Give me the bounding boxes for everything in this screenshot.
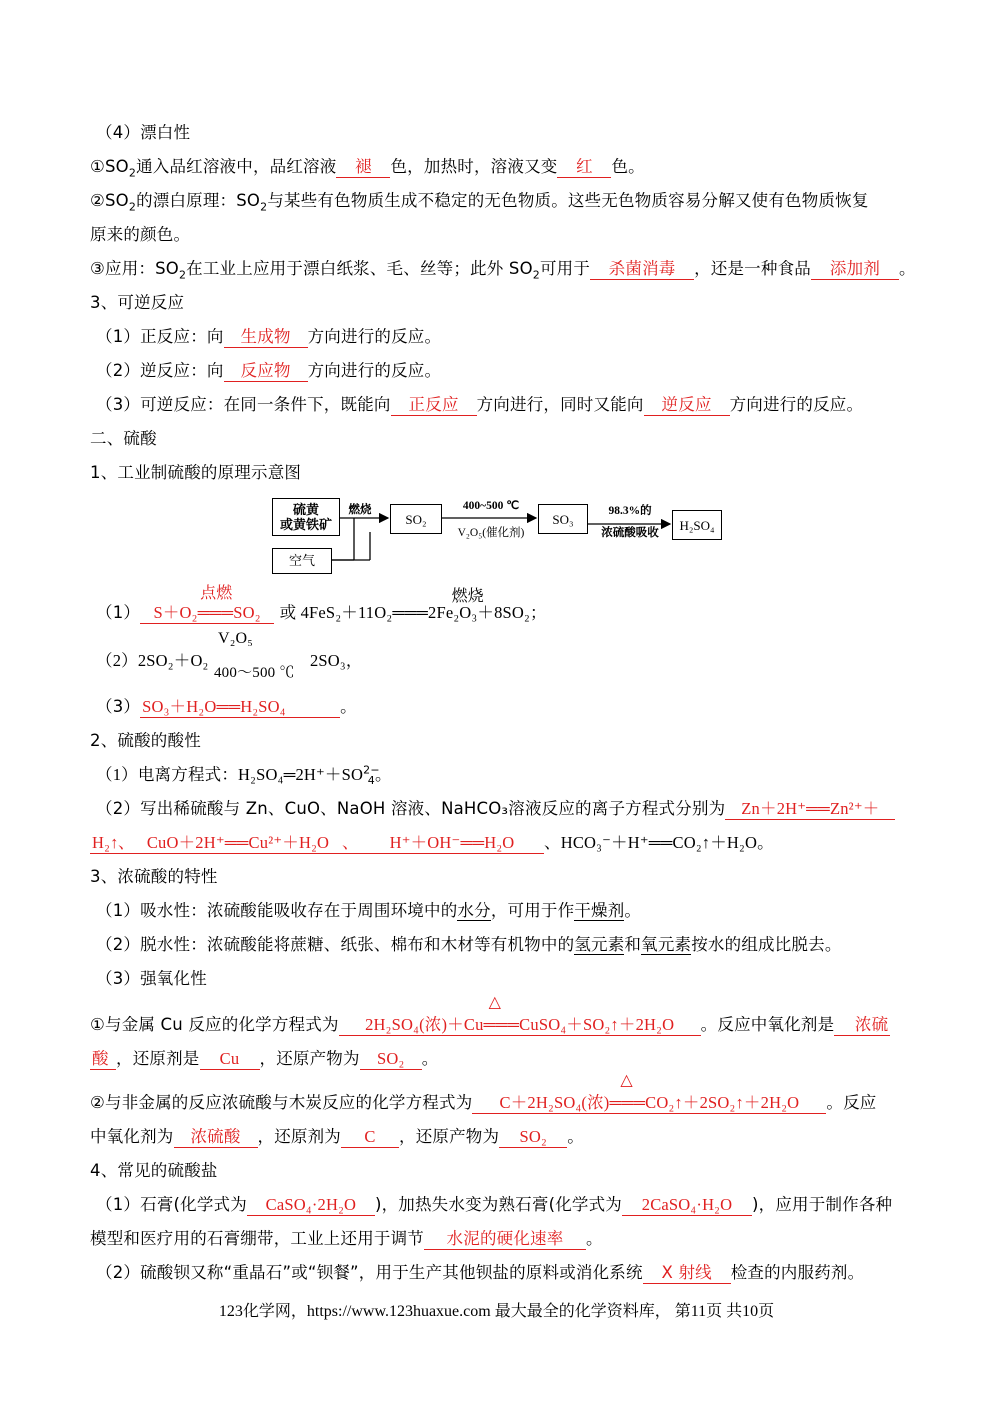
arrow-label-absorb: 浓硫酸吸收 [601,527,659,539]
heading-oxidizing: （3）强氧化性 [96,969,207,988]
para-cu-reaction: ①与金属 Cu 反应的化学方程式为 △ 2H₂SO₄(浓)＋Cu═══CuSO₄＋SO₂↑＋2H₂O 。反应中氧化剂是 浓硫 [90,994,889,1034]
arrow-label-temp: 400~500 ℃ [462,500,520,512]
answer-blank: H⁺＋OH⁻══H₂O [360,833,544,854]
para-reverse-reaction: （2）逆反应：向 反应物 方向进行的反应。 [96,361,442,380]
box-sulfur-source: 硫黄 或黄铁矿 [272,498,340,536]
answer-blank: Cu [200,1049,260,1070]
industrial-sulfuric-acid-diagram [270,496,722,576]
answer-blank: 水泥的硬化速率 [424,1229,586,1250]
answer-blank: 逆反应 [644,395,730,416]
para-carbon-reaction-cont: 中氧化剂为 浓硫酸 ，还原剂为 C ，还原产物为 SO₂ 。 [90,1127,584,1146]
answer-blank: 生成物 [224,327,308,348]
box-so2: SO₂ [390,504,442,534]
para-forward-reaction: （1）正反应：向 生成物 方向进行的反应。 [96,327,442,346]
arrow-label-burn: 燃烧 [348,504,372,516]
equation-1-alt: 或 4FeS₂＋11O₂ 燃烧 ═══2Fe₂O₃＋8SO₂； [279,586,547,622]
answer-blank: 浓硫 [834,1015,890,1036]
answer-blank: 红 [557,157,611,178]
para-barium-sulfate: （2）硫酸钡又称“重晶石”或“钡餐”，用于生产其他钡盐的原料或消化系统 X 射线 检查的内服药剂。 [96,1263,865,1282]
para-ionization: （1）电离方程式：$H_2SO_4═2H^++SO^{2-}_4$。 [96,763,392,788]
equation-1: （1） 点燃 S＋O₂═══SO₂ 或 4FeS₂＋11O₂ 燃烧 ═══2Fe₂O₃＋8SO₂； [96,583,547,622]
arrow-label-conc: 98.3%的 [608,505,652,517]
answer-blank: 杀菌消毒 [590,259,694,280]
answer-blank: X 射线 [643,1263,731,1284]
answer-blank: 正反应 [391,395,477,416]
answer-blank: 酸 [90,1049,116,1070]
answer-blank: SO₂ [360,1049,422,1070]
para-ionic-equations: （2）写出稀硫酸与 Zn、CuO、NaOH 溶液、NaHCO₃溶液反应的离子方程式分别为 Zn＋2H⁺══Zn²⁺＋ [96,798,903,820]
heading-sulfates: 4、常见的硫酸盐 [90,1161,218,1180]
para-dehydration: （2）脱水性：浓硫酸能将蔗糖、纸张、棉布和木材等有机物中的氢元素和氧元素按水的组成比脱去。 [96,935,842,954]
para-bleach-principle-cont: 原来的颜色。 [90,225,191,244]
para-bleach-principle: $②SO_2$的漂白原理：$SO_2$与某些有色物质生成不稳定的无色物质。这些无色物质容易分解又使有色物质恢复 [90,191,869,214]
para-ionic-equations-cont: H₂↑、 CuO＋2H⁺══Cu²⁺＋H₂O 、 H⁺＋OH⁻══H₂O 、HCO₃⁻＋H⁺══CO₂↑＋H₂O。 [92,833,774,852]
para-cu-reaction-cont: 酸 ，还原剂是 Cu ，还原产物为 SO₂ 。 [92,1049,439,1068]
answer-blank: CuO＋2H⁺══Cu²⁺＋H₂O [136,833,340,854]
answer-blank: 褪 [336,157,390,178]
heading-concentrated: 3、浓硫酸的特性 [90,867,218,886]
answer-blank: 2CaSO₄·H₂O [622,1195,752,1216]
equation-2: （2）2SO₂＋O₂ V₂O₅ 400～500 ℃ 2SO₃， [96,630,363,681]
box-air: 空气 [272,548,332,574]
answer-blank: SO₃＋H₂O══H₂SO₄ [140,697,340,718]
answer-blank: 反应物 [224,361,308,382]
para-reversible-reaction: （3）可逆反应：在同一条件下，既能向 正反应 方向进行，同时又能向 逆反应 方向进行的反应。 [96,395,864,414]
answer-blank: H₂↑ [92,833,119,852]
para-water-absorption: （1）吸水性：浓硫酸能吸收存在于周围环境中的水分，可用于作干燥剂。 [96,901,642,920]
para-so2-pinkred: $①SO_2$通入品红溶液中，品红溶液 褪 色，加热时，溶液又变 红 色。 [90,157,645,180]
heading-acidity: 2、硫酸的酸性 [90,731,201,750]
answer-blank: CaSO₄·2H₂O [247,1195,375,1216]
answer-blank: C [341,1127,399,1148]
answer-blank: Zn＋2H⁺══Zn²⁺＋ [725,799,895,820]
answer-blank: 浓硫酸 [174,1127,258,1148]
box-h2so4: H₂SO₄ [672,510,722,540]
page-footer: 123化学网，https://www.123huaxue.com 最大最全的化学资料库， 第11页 共10页 [218,1303,775,1320]
para-carbon-reaction: ②与非金属的反应浓硫酸与木炭反应的化学方程式为 △ C＋2H₂SO₄(浓)═══CO₂↑＋2SO₂↑＋2H₂O 。反应 [90,1072,877,1112]
answer-blank: SO₂ [499,1127,567,1148]
answer-blank: 添加剂 [811,259,899,280]
heading-industrial-process: 1、工业制硫酸的原理示意图 [90,463,302,482]
para-gypsum: （1）石膏(化学式为 CaSO₄·2H₂O )，加热失水变为熟石膏(化学式为 2CaSO₄·H₂O )，应用于制作各种 [96,1195,893,1214]
heading-sulfuric-acid: 二、硫酸 [90,429,157,448]
heading-reversible: 3、可逆反应 [90,293,185,312]
equation-2-condition: V₂O₅ 400～500 ℃ [213,630,295,681]
box-so3: SO₃ [538,504,588,534]
heading-bleaching: （4）漂白性 [96,123,191,142]
answer-blank: △ C＋2H₂SO₄(浓)═══CO₂↑＋2SO₂↑＋2H₂O [472,1093,826,1114]
answer-blank: △ 2H₂SO₄(浓)＋Cu═══CuSO₄＋SO₂↑＋2H₂O [339,1015,701,1036]
arrow-label-catalyst: V₂O₅(催化剂) [457,527,525,539]
para-applications: ③应用：$SO_2$在工业上应用于漂白纸浆、毛、丝等；此外 $SO_2$可用于 杀菌消毒 ，还是一种食品 添加剂 。 [90,259,916,282]
para-gypsum-cont: 模型和医疗用的石膏绷带，工业上还用于调节 水泥的硬化速率 。 [90,1229,603,1248]
answer-blank: 点燃 S＋O₂═══SO₂ [140,603,274,624]
equation-3: （3） SO₃＋H₂O══H₂SO₄ 。 [96,697,357,716]
